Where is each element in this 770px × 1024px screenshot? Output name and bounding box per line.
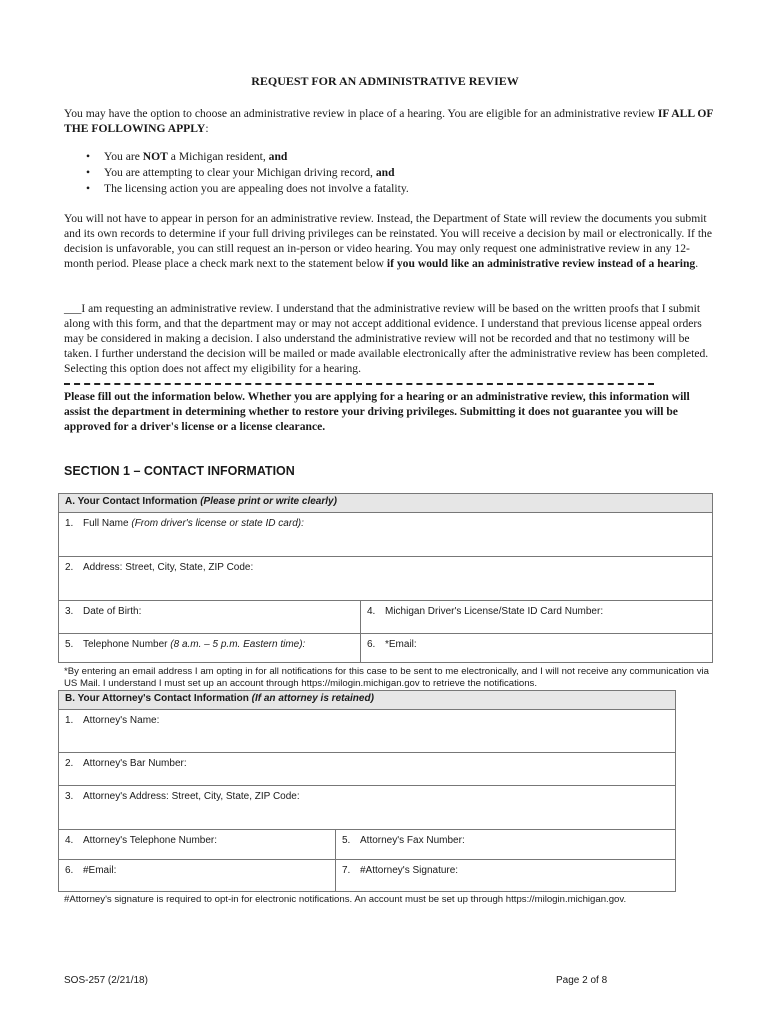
section-b-header: B. Your Attorney's Contact Information (If an attorney is retained) [58,690,676,710]
review-paragraph: You will not have to appear in person for an administrative review. Instead, the Department of State will review the documents you submit and its own records to determine if your full driving privileges can be reinstated. You will receive a decision by mail or electronically. If the decision is unfavorable, you can still request an in-person or video hearing. You may only request one administrative review in any 12-month period. Please place a check mark next to the statement below if you would like an administrative review instead of a hearing. [64,212,712,270]
document-title: REQUEST FOR AN ADMINISTRATIVE REVIEW [251,74,519,88]
signature-note: #Attorney's signature is required to opt-in for electronic notifications. An account must be set up through https://milogin.michigan.gov. [64,894,627,905]
intro-bold: IF ALL OF THE FOLLOWING APPLY [64,107,714,135]
section-a-header: A. Your Contact Information (Please print or write clearly) [58,493,713,513]
attorney-fax-field[interactable]: 5. Attorney's Fax Number: [335,829,676,860]
attorney-signature-field[interactable]: 7. #Attorney's Signature: [335,859,676,892]
eligibility-item: • You are NOT a Michigan resident, and [86,150,288,163]
full-name-field[interactable]: 1. Full Name (From driver's license or state ID card): [58,512,713,557]
eligibility-item: • The licensing action you are appealing does not involve a fatality. [86,182,409,195]
address-field[interactable]: 2. Address: Street, City, State, ZIP Code: [58,556,713,601]
bar-number-field[interactable]: 2. Attorney's Bar Number: [58,752,676,786]
date-of-birth-field[interactable]: 3. Date of Birth: [58,600,361,634]
bullet-icon: • [86,166,91,179]
telephone-field[interactable]: 5. Telephone Number (8 a.m. – 5 p.m. Eastern time): [58,633,361,663]
fill-out-note: Please fill out the information below. Whether you are applying for a hearing or an administrative review, this information will assist the department in determining whether to restore your driving privileges. Submitting it does not guarantee you will be approved for a driver's license or a license clearance. [64,390,690,433]
request-statement[interactable]: ___I am requesting an administrative review. I understand that the administrative review will be based on the written proofs that I submit along with this form, and that the department may or may not accept additional evidence. I understand that previous license appeal orders may be considered in making a decision. I also understand the administrative review will not be recorded and that no testimony will be taken. I further understand the decision will be mailed or made available electronically after the administrative review has been completed. Selecting this option does not affect my eligibility for a hearing. [64,302,709,375]
bullet-icon: • [86,182,91,195]
section-1-title: SECTION 1 – CONTACT INFORMATION [64,464,295,478]
eligibility-item: • You are attempting to clear your Michigan driving record, and [86,166,395,179]
email-note: *By entering an email address I am opting in for all notifications for this case to be sent to me electronically, and I will not receive any communication via US Mail. I understand I must set up an account through https://milogin.michigan.gov to retrieve the notifications. [64,666,709,689]
attorney-address-field[interactable]: 3. Attorney's Address: Street, City, State, ZIP Code: [58,785,676,830]
license-number-field[interactable]: 4. Michigan Driver's License/State ID Card Number: [360,600,713,634]
attorney-email-field[interactable]: 6. #Email: [58,859,336,892]
intro-text: You may have the option to choose an administrative review in place of a hearing. You are eligible for an administrative review [64,107,658,120]
eligibility-list [84,149,409,197]
page-number: Page 2 of 8 [556,975,608,986]
intro-paragraph [64,106,714,136]
review-bold: if you would like an administrative review instead of a hearing [386,257,696,270]
attorney-phone-field[interactable]: 4. Attorney's Telephone Number: [58,829,336,860]
email-field[interactable]: 6. *Email: [360,633,713,663]
form-id: SOS-257 (2/21/18) [64,975,148,986]
attorney-name-field[interactable]: 1. Attorney's Name: [58,709,676,753]
divider [64,383,654,385]
bullet-icon: • [86,150,91,163]
review-text: You will not have to appear in person for an administrative review. Instead, the Department of State will review the documents you submit and its own records to determine if your full driving privileges can be reinstated. You will receive a decision by mail or electronically. If the decision is unfavorable, you can still request an in-person or video hearing. You may only request one administrative review in any 12-month period. Please place a check mark next to the statement below [64,212,712,270]
intro-tail: : [205,122,209,135]
